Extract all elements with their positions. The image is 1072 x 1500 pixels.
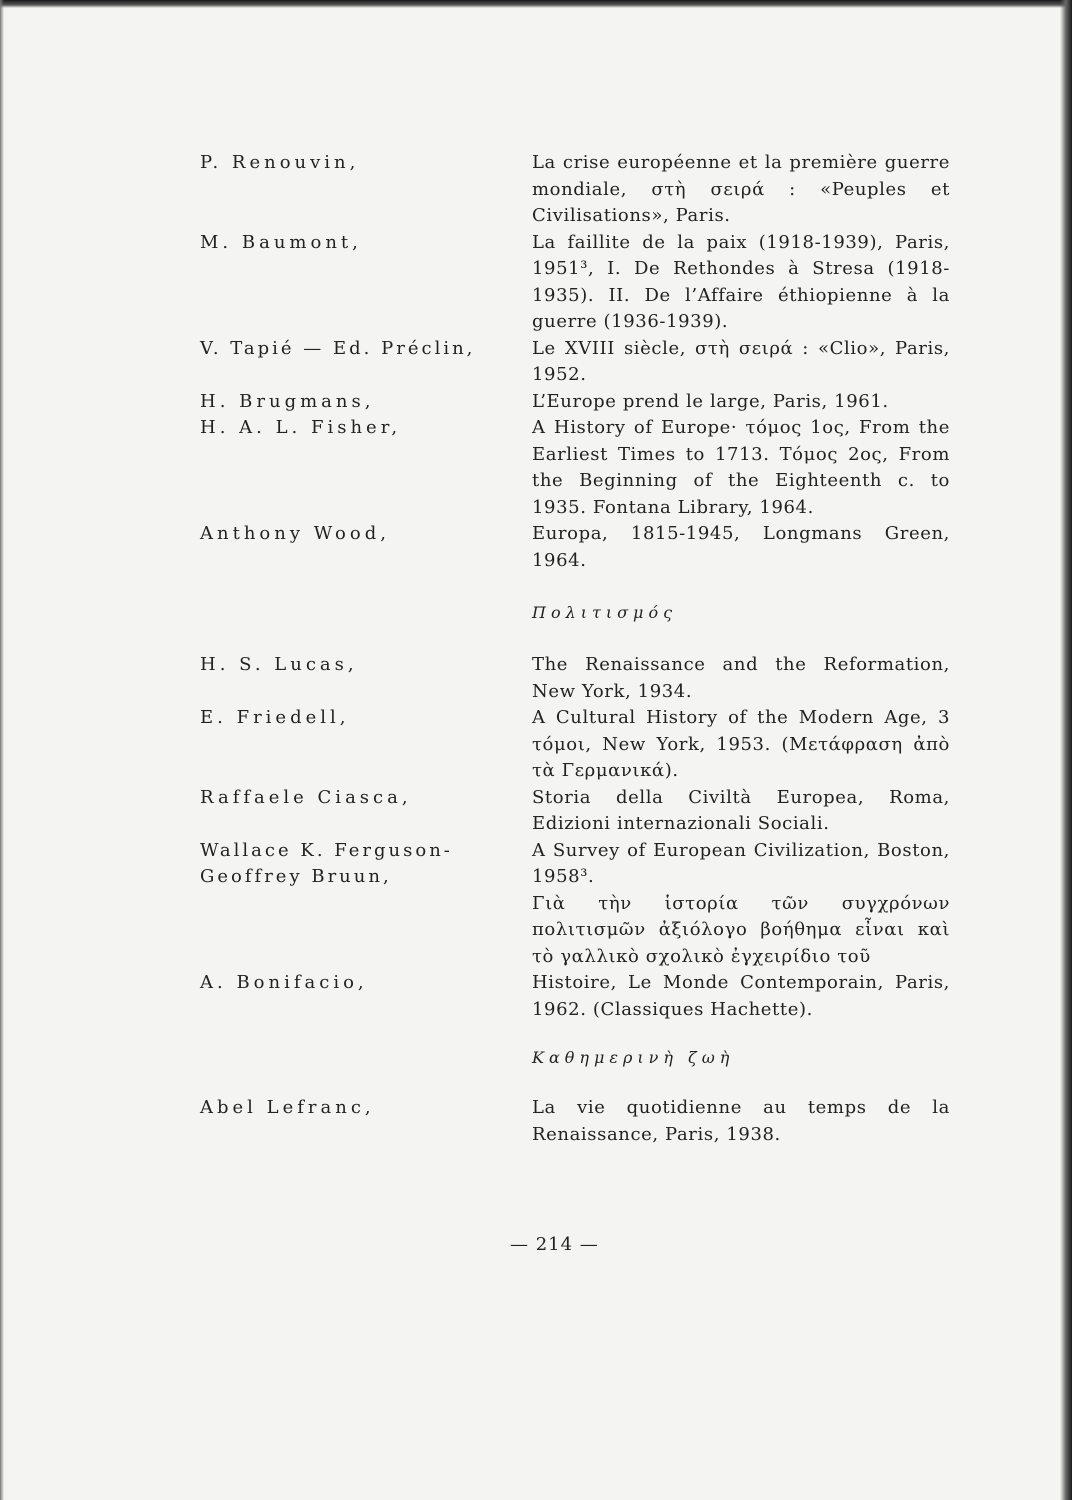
entry-work: L’Europe prend le large, Paris, 1961. [532, 390, 889, 412]
entry-author: V. Tapié — Ed. Préclin, [200, 337, 476, 359]
entry-work: Europa, 1815-1945, Longmans Green, 1964. [532, 523, 950, 571]
entry-work: Le XVIII siècle, στὴ σειρά : «Clio», Paris, 1952. [532, 337, 950, 385]
entry-work: La vie quotidienne au temps de la Renaissance, Paris, 1938. [532, 1097, 950, 1145]
bibliography-entry [200, 652, 952, 705]
section-heading-culture: Πολιτισμός [532, 603, 678, 622]
entry-author: Raffaele Ciasca, [200, 786, 412, 808]
entry-author: Wallace K. Ferguson- Geoffrey Bruun, [200, 839, 453, 887]
entry-author: H. Brugmans, [200, 390, 375, 412]
entry-author: H. S. Lucas, [200, 654, 358, 675]
bibliography-entry [200, 415, 952, 521]
bibliography-entry [200, 389, 952, 416]
entry-work: La crise européenne et la première guerre mondiale, στὴ σειρά : «Peuples et Civilisations», Paris. [532, 152, 950, 226]
bibliography-entry [200, 521, 952, 574]
bibliography-entry [200, 150, 952, 230]
scan-edge-left [0, 0, 4, 1500]
entry-author: Anthony Wood, [200, 523, 390, 544]
bibliography-entry [200, 785, 952, 838]
page-number [52, 1234, 1072, 1255]
bibliography-entry [200, 705, 952, 785]
entry-author: A. Bonifacio, [200, 972, 368, 993]
entry-work: A History of Europe· τόμος 1ος, From the Earliest Times to 1713. Τόμος 2ος, From the Beginning of the Eighteenth c. to 1935. Fontana Library, 1964. [532, 417, 950, 518]
entry-author: P. Renouvin, [200, 152, 360, 173]
scan-edge-right [1060, 0, 1072, 1500]
scan-edge-top [0, 0, 1072, 8]
bibliography-entry [200, 838, 952, 891]
entry-work: Storia della Civiltà Europea, Roma, Edizioni internazionali Sociali. [532, 786, 950, 834]
entry-work: A Survey of European Civilization, Boston, 1958³. [532, 839, 950, 887]
greek-note: Γιὰ τὴν ἱστορία τῶν συγχρόνων πολιτισμῶν ἀξιόλογο βοήθημα εἶναι καὶ τὸ γαλλικὸ σχολικὸ ἐγχειρίδιο τοῦ [532, 892, 950, 967]
bibliography-entry [200, 970, 952, 1023]
entry-author: H. A. L. Fisher, [200, 417, 402, 438]
bibliography-entry [200, 336, 952, 389]
bibliography-entry [200, 230, 952, 336]
entry-author: Abel Lefranc, [200, 1097, 375, 1118]
bibliography-entry [200, 1095, 952, 1148]
entry-work: La faillite de la paix (1918-1939), Paris, 1951³, I. De Rethondes à Stresa (1918-1935). II. De l’Affaire éthiopienne à la guerre (1936-1939). [532, 231, 950, 332]
section-heading-daily-life: Καθημερινὴ ζωὴ [532, 1048, 735, 1067]
bibliography-list [200, 150, 952, 1148]
entry-author: E. Friedell, [200, 707, 350, 728]
entry-work: Histoire, Le Monde Contemporain, Paris, 1962. (Classiques Hachette). [532, 972, 950, 1020]
page-number-text: — 214 — [510, 1234, 599, 1255]
entry-work: The Renaissance and the Reformation, New York, 1934. [532, 654, 950, 702]
entry-work: A Cultural History of the Modern Age, 3 τόμοι, New York, 1953. (Μετάφραση ἀπὸ τὰ Γερμανικά). [532, 707, 950, 781]
entry-author: M. Baumont, [200, 231, 362, 253]
